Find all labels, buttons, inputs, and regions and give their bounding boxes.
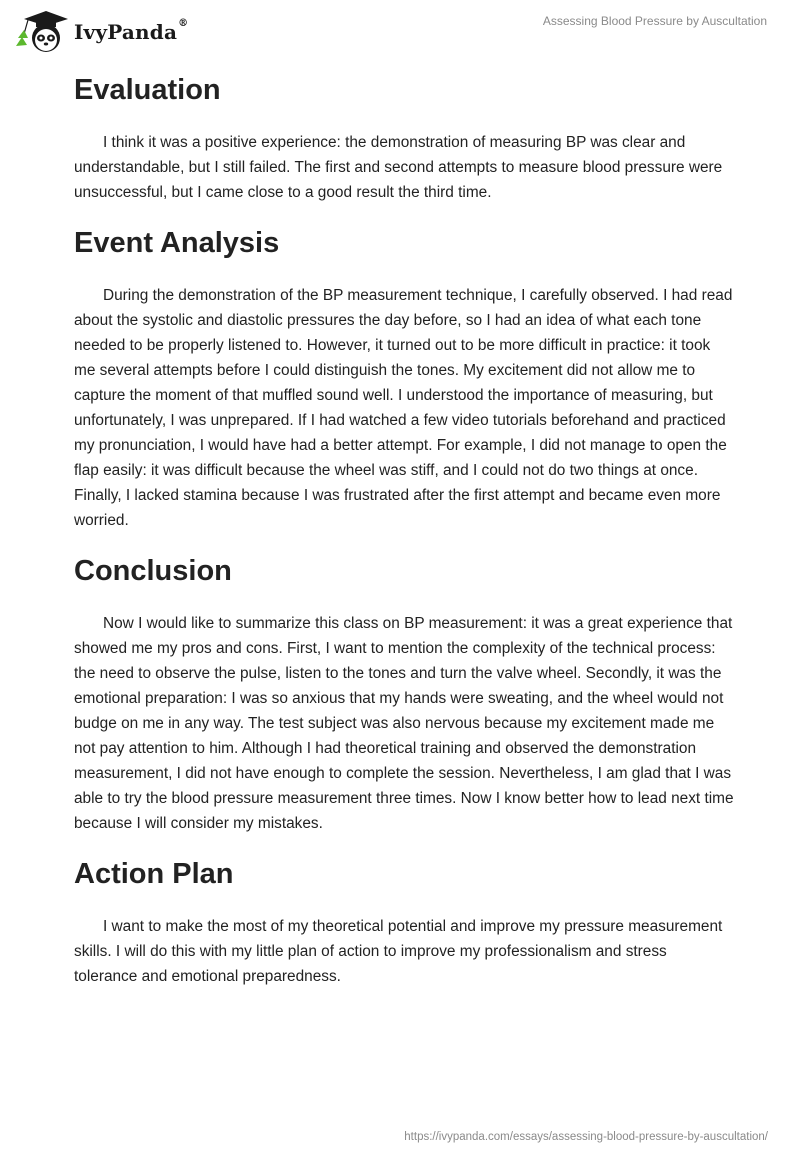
section-paragraph: I want to make the most of my theoretical potential and improve my pressure measurement skills. I will do this with my little plan of action to improve my professionalism and stress tolerance and emotional preparedness. [74,918,723,985]
section-evaluation [74,70,734,205]
page-header [0,0,800,60]
section-paragraph: I think it was a positive experience: the demonstration of measuring BP was clear and understandable, but I still failed. The first and second attempts to measure blood pressure were unsuccessful, but I came close to a good result the third time. [74,134,723,201]
panda-graduate-icon [14,10,70,54]
section-heading: Evaluation [74,74,221,106]
source-url-link[interactable]: https://ivypanda.com/essays/assessing-blood-pressure-by-auscultation/ [404,1131,768,1143]
registered-mark: ® [178,18,189,29]
ivypanda-logo[interactable] [14,10,188,54]
section-heading: Event Analysis [74,227,280,259]
section-paragraph: Now I would like to summarize this class on BP measurement: it was a great experience that showed me my pros and cons. First, I want to mention the complexity of the technical process: the need to observe the pulse, listen to the tones and turn the valve wheel. Secondly, it was the emotional preparation: I was so anxious that my hands were sweating, and the wheel would not budge on me in any way. The test subject was also nervous because my excitement made me not pay attention to him. Although I had theoretical training and observed the demonstration measurement, I did not have enough to complete the session. Nevertheless, I am glad that I was able to try the blood pressure measurement three times. Now I know better how to lead next time because I will consider my mistakes. [74,615,734,832]
section-conclusion [74,551,734,836]
essay-body [74,70,734,1007]
section-heading: Conclusion [74,555,232,587]
section-event-analysis [74,223,734,533]
section-action-plan [74,854,734,989]
section-paragraph: During the demonstration of the BP measurement technique, I carefully observed. I had read about the systolic and diastolic pressures the day before, so I had an idea of what each tone needed to be properly listened to. However, it turned out to be more difficult in practice: it took me several attempts before I could distinguish the tones. My excitement did not allow me to capture the moment of that muffled sound well. I understood the importance of measuring, but unfortunately, I was unprepared. If I had watched a few video tutorials beforehand and practiced my pronunciation, I would have had a better attempt. For example, I did not manage to open the flap easily: it was difficult because the wheel was stiff, and I could not do two things at once. Finally, I lacked stamina because I was frustrated after the first attempt and became even more worried. [74,287,733,529]
document-title: Assessing Blood Pressure by Auscultation [542,14,767,28]
logo-wordmark: IvyPanda® [74,18,189,44]
section-heading: Action Plan [74,858,234,890]
